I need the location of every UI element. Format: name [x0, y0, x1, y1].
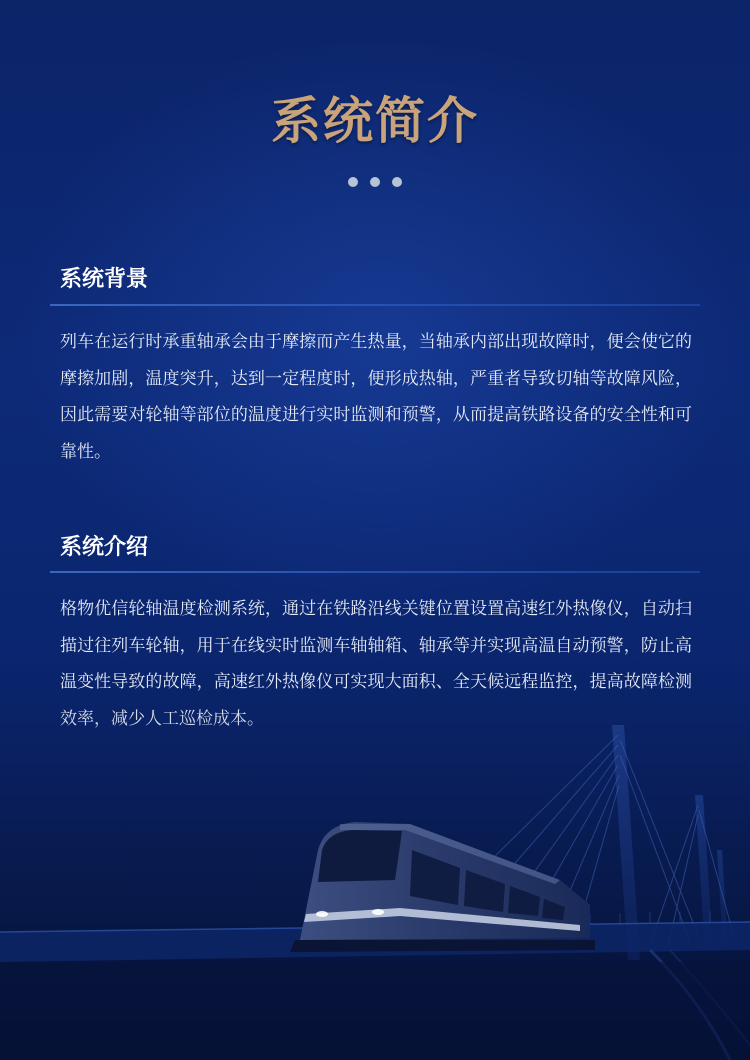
train-bridge-illustration: [0, 700, 750, 1060]
page-title: 系统简介: [271, 92, 479, 150]
title-dots-decoration: [0, 177, 750, 187]
dot: [392, 177, 402, 187]
dot: [370, 177, 380, 187]
section-divider: [50, 571, 700, 573]
section-divider: [50, 304, 700, 306]
section-heading-intro: 系统介绍: [60, 535, 149, 560]
section-heading-background: 系统背景: [60, 267, 149, 292]
section-body-background: 列车在运行时承重轴承会由于摩擦而产生热量，当轴承内部出现故障时，便会使它的摩擦加剧，温度突升，达到一定程度时，便形成热轴，严重者导致切轴等故障风险，因此需要对轮轴等部位的温度进行实时监测和预警，从而提高铁路设备的安全性和可靠性。: [60, 332, 692, 462]
section-body-intro: 格物优信轮轴温度检测系统，通过在铁路沿线关键位置设置高速红外热像仪，自动扫描过往列车轮轴，用于在线实时监测车轴轴箱、轴承等并实现高温自动预警，防止高温变性导致的故障，高速红外热像仪可实现大面积、全天候远程监控，提高故障检测: [60, 599, 692, 692]
dot: [348, 177, 358, 187]
